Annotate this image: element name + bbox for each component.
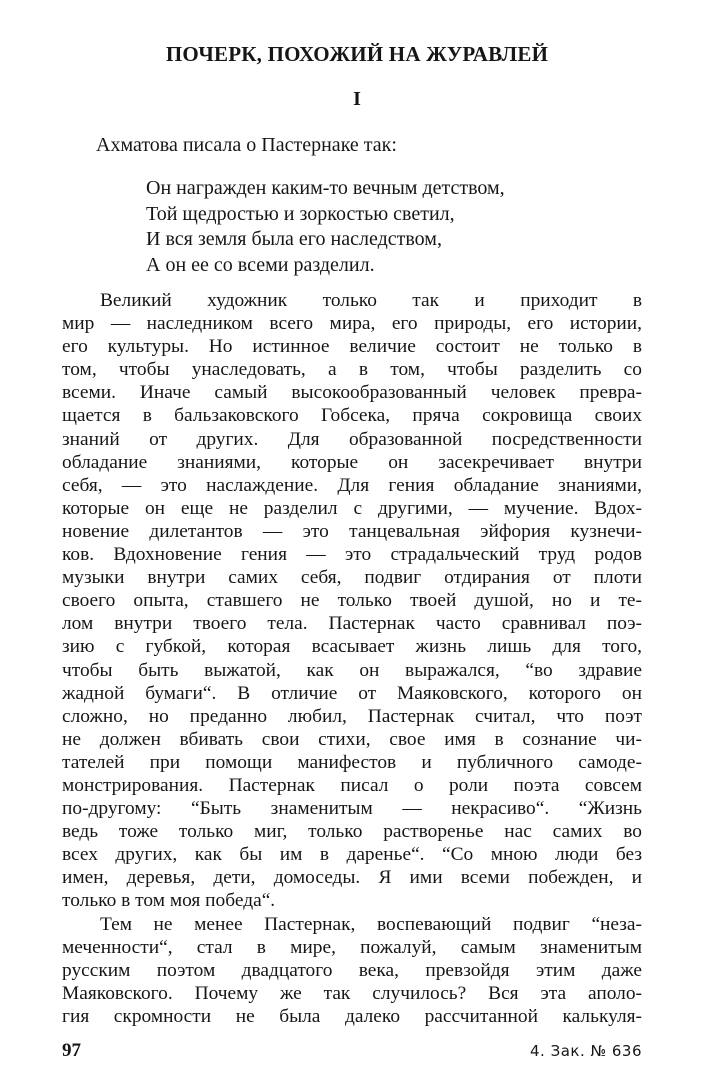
poem-line: Той щедростью и зоркостью светил, xyxy=(146,202,455,225)
paragraph-line: тателей при помощи манифестов и публичного самоде- xyxy=(62,751,642,773)
paragraph-line: которые он еще не разделил с другими, — мучение. Вдох- xyxy=(62,497,642,519)
paragraph-line: себя, — это наслаждение. Для гения обладание знаниями, xyxy=(62,474,642,496)
paragraph-line: Маяковского. Почему же так случилось? Вся эта аполо- xyxy=(62,982,642,1004)
paragraph-line: чтобы быть выжатой, как он выражался, “во здравие xyxy=(62,659,642,681)
paragraph-line: щается в бальзаковского Гобсека, пряча сокровища своих xyxy=(62,405,642,427)
paragraph-line: меченности“, стал в мире, пожалуй, самым знаменитым xyxy=(62,936,642,958)
paragraph-line: жадной бумаги“. В отличие от Маяковского, которого он xyxy=(62,682,642,704)
paragraph-line: не должен вбивать свои стихи, свое имя в сознание чи- xyxy=(62,728,642,750)
paragraph-line: Тем не менее Пастернак, воспевающий подвиг “неза- xyxy=(100,913,642,935)
paragraph-line: своего опыта, ставшего не только твоей душой, но и те- xyxy=(62,590,642,612)
paragraph-line: русским поэтом двадцатого века, превзойдя этим даже xyxy=(62,959,642,981)
paragraph-line: новение дилетантов — это танцевальная эйфория кузнечи- xyxy=(62,520,642,542)
paragraph-line: обладание знаниями, которые он засекречивает внутри xyxy=(62,451,642,473)
section-number: I xyxy=(353,88,361,110)
poem-line: И вся земля была его наследством, xyxy=(146,228,442,250)
paragraph-line: только в том моя победа“. xyxy=(62,890,276,912)
paragraph-line: Великий художник только так и приходит в xyxy=(100,290,642,311)
chapter-title: ПОЧЕРК, ПОХОЖИЙ НА ЖУРАВЛЕЙ xyxy=(165,42,549,66)
paragraph-line: монстрирования. Пастернак писал о роли поэта совсем xyxy=(62,774,642,796)
paragraph-line: по-другому: “Быть знаменитым — некрасиво“. “Жизнь xyxy=(62,798,642,820)
paragraph-line: имен, деревья, дети, домоседы. Я ими всеми побежден, и xyxy=(62,867,642,889)
printer-signature: 4. Зак. № 636 xyxy=(530,1042,642,1060)
paragraph-line: его культуры. Но истинное величие состоит не только в xyxy=(62,336,642,358)
paragraph-line: ков. Вдохновение гения — это страдальческий труд родов xyxy=(62,544,642,566)
paragraph-line: мир — наследником всего мира, его природы, его истории, xyxy=(62,313,642,335)
poem-quote xyxy=(146,176,505,278)
body-text xyxy=(62,289,642,1028)
intro-line: Ахматова писала о Пастернаке так: xyxy=(96,134,397,156)
paragraph-line: лом внутри твоего тела. Пастернак часто сравнивал поэ- xyxy=(62,613,642,635)
paragraph-line: музыки внутри самих себя, подвиг отдирания от плоти xyxy=(62,567,642,589)
paragraph-line: знаний от других. Для образованной посредственности xyxy=(62,428,642,450)
paragraph-line: том, чтобы унаследовать, а в том, чтобы разделить со xyxy=(62,359,642,381)
paragraph-line: ведь тоже только миг, только растворенье нас самих во xyxy=(62,821,642,843)
paragraph-line: сложно, но преданно любил, Пастернак считал, что поэт xyxy=(62,705,642,727)
paragraph-line: всеми. Иначе самый высокообразованный человек превра- xyxy=(62,382,642,404)
paragraph-line: зию с губкой, которая всасывает жизнь лишь для того, xyxy=(62,636,642,658)
paragraph-line: гия скромности не была далеко рассчитанной калькуля- xyxy=(62,1005,642,1027)
poem-line: А он ее со всеми разделил. xyxy=(146,253,375,276)
page-number: 97 xyxy=(62,1040,81,1061)
poem-line: Он награжден каким-то вечным детством, xyxy=(146,177,505,199)
paragraph-line: всех других, как бы им в даренье“. “Со мною люди без xyxy=(62,844,642,866)
